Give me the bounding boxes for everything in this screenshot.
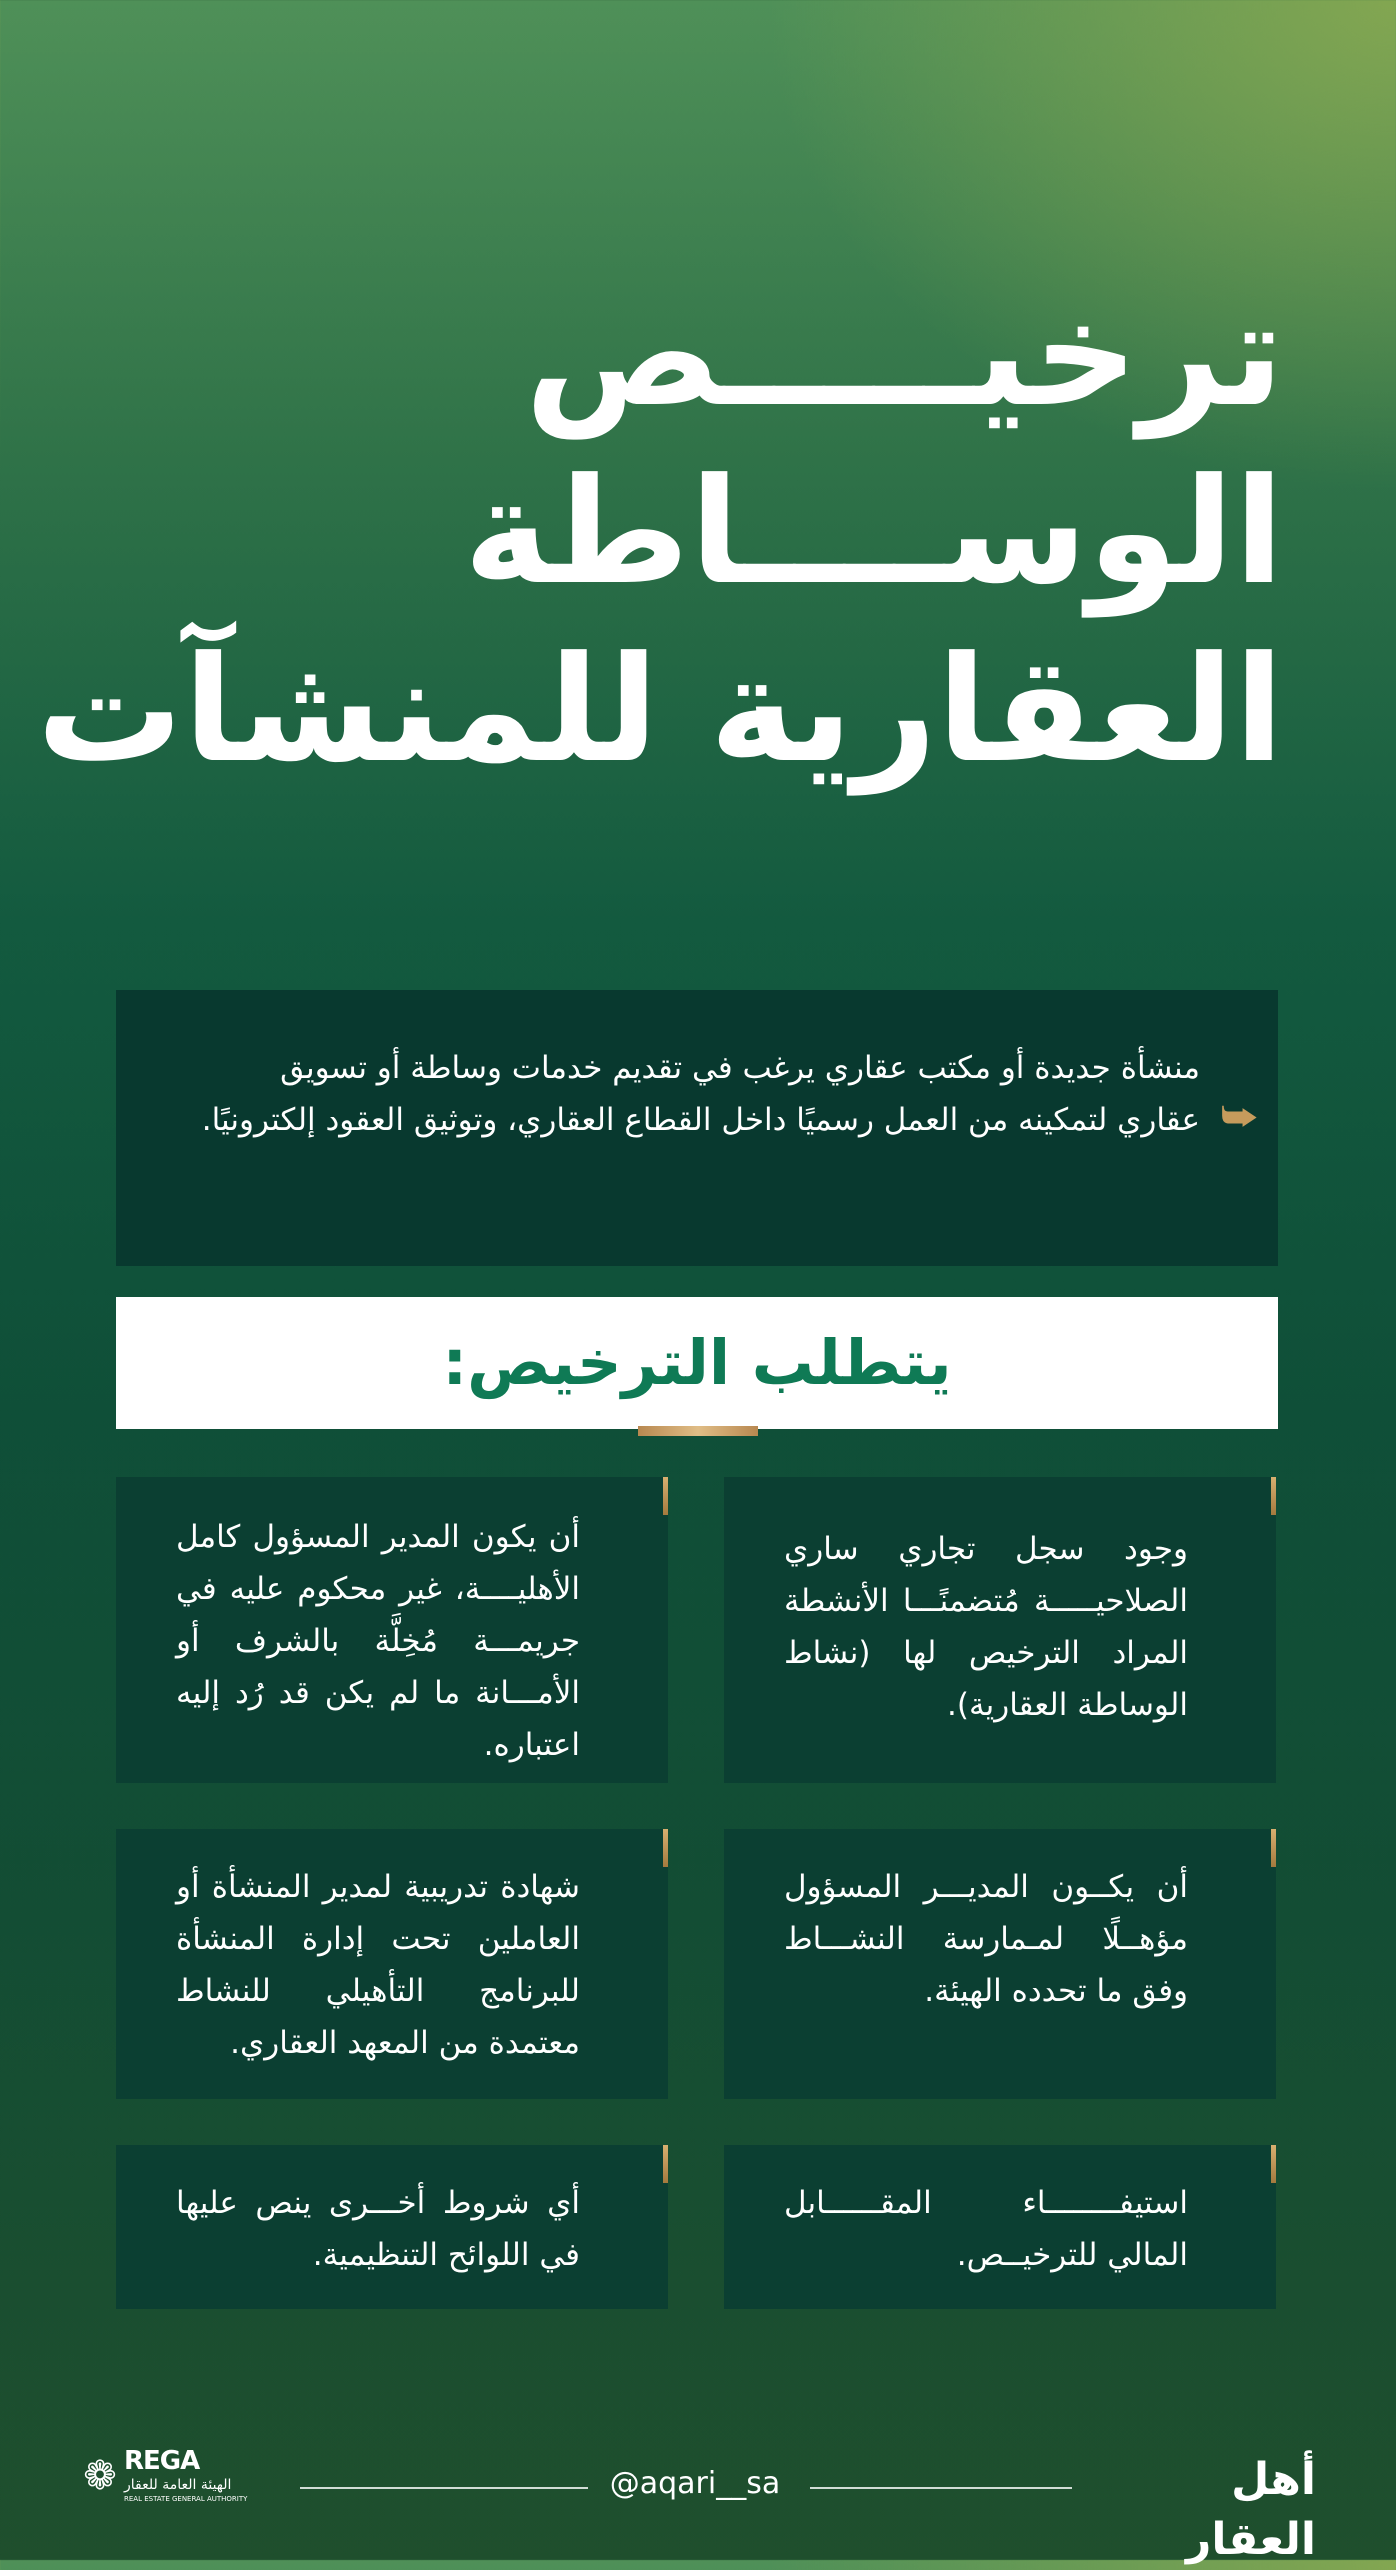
requirement-text: أن يكــون المديـــر المسؤول مؤهــلًا لمـمارسة النشـــاط وفق ما تحدده الهيئة. — [784, 1869, 1188, 2009]
requirement-text: أن يكون المدير المسؤول كامل الأهليــــة، غير محكوم عليه في جريمـــة مُخِلَّة بالشرف أو الأمـــانة ما لم يكن قد رُد إليه اعتباره. — [176, 1519, 580, 1763]
heading-underline — [638, 1426, 758, 1436]
requirement-card-3 — [724, 1829, 1276, 2099]
requirement-card-1 — [724, 1477, 1276, 1783]
requirement-card-6 — [116, 2145, 668, 2309]
card-accent — [1271, 1477, 1276, 1515]
title-line-1: ترخيـــــص — [524, 269, 1284, 439]
requirements-heading: يتطلب الترخيص: — [442, 1326, 952, 1399]
footer-divider-right — [810, 2487, 1072, 2489]
title-line-3: العقارية للمنشآت — [36, 625, 1284, 795]
social-handle-link[interactable]: @aqari__sa — [609, 2466, 781, 2501]
rega-name: REGA — [124, 2446, 200, 2476]
requirement-text: استيفــــــــاء المقــــــابل المالي للترخيــص. — [784, 2185, 1188, 2273]
title-line-2: الوســــاطة — [463, 447, 1284, 617]
requirement-text: أي شروط أخـــرى ينص عليها في اللوائح التنظيمية. — [176, 2185, 580, 2273]
arrow-bullet-icon: ⮩ — [1220, 1094, 1258, 1140]
card-accent — [663, 2145, 668, 2183]
palm-logo-icon: ❁ — [83, 2453, 117, 2499]
footer-divider-left — [300, 2487, 588, 2489]
page-title — [36, 265, 1284, 799]
rega-english-name: REAL ESTATE GENERAL AUTHORITY — [124, 2495, 248, 2503]
intro-text: منشأة جديدة أو مكتب عقاري يرغب في تقديم خدمات وساطة أو تسويق عقاري لتمكينه من العمل رسميًا داخل القطاع العقاري، وتوثيق العقود إلكترونيًا. — [201, 1050, 1200, 1138]
intro-box — [116, 990, 1278, 1266]
requirement-card-4 — [116, 1829, 668, 2099]
brand-logo: أهل العقار — [1186, 2454, 1316, 2565]
rega-logo — [80, 2446, 280, 2506]
footer — [0, 2440, 1396, 2565]
requirement-text: شهادة تدريبية لمدير المنشأة أو العاملين تحت إدارة المنشأة للبرنامج التأهيلي للنشاط معتمدة من المعهد العقاري. — [176, 1869, 580, 2061]
requirement-card-2 — [116, 1477, 668, 1783]
requirement-card-5 — [724, 2145, 1276, 2309]
requirements-heading-box — [116, 1297, 1278, 1429]
card-accent — [663, 1477, 668, 1515]
rega-arabic-name: الهيئة العامة للعقار — [124, 2477, 232, 2493]
card-accent — [1271, 2145, 1276, 2183]
requirement-text: وجود سجل تجاري ساري الصلاحيـــــة مُتضمنًـــا الأنشطة المراد الترخيص لها (نشاط الوساطة العقارية). — [784, 1531, 1188, 1723]
card-accent — [663, 1829, 668, 1867]
card-accent — [1271, 1829, 1276, 1867]
